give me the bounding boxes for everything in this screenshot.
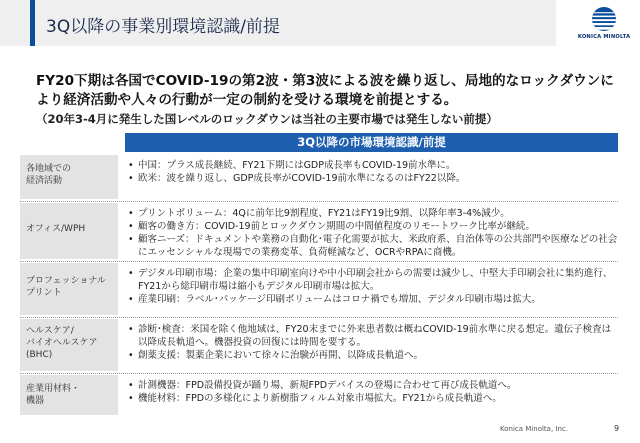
company-logo <box>572 6 636 46</box>
bullet-item: • デジタル印刷市場：企業の集中印刷室向けや中小印刷会社からの需要は減少し、中堅大手印刷会社に集約進行、FY21から総印刷市場は縮小もデジタル印刷市場は拡大。 <box>128 267 618 293</box>
row-bullets <box>128 159 618 185</box>
globe-icon <box>591 6 617 32</box>
row-label-line: ヘルスケア/ <box>26 326 74 336</box>
page-number: 9 <box>614 424 620 433</box>
row-label <box>20 375 118 415</box>
bullet-item: • 診断･検査：米国を除く他地域は、FY20末までに外来患者数は概ねCOVID-19前水準に戻る想定。遺伝子検査は以降成長軌道へ。機器投資の回復には時間を要する。 <box>128 323 618 349</box>
bullet-item: • 機能材料：FPDの多様化により新樹脂フィルム対象市場拡大。FY21から成長軌道へ。 <box>128 392 618 405</box>
row-label <box>20 319 118 371</box>
table-header: 3Q以降の市場環境認識/前提 <box>125 133 618 152</box>
footer-company: Konica Minolta, Inc. <box>500 425 568 433</box>
headline: FY20下期は各国でCOVID-19の第2波・第3波による波を繰り返し、局地的なロックダウンにより経済活動や人々の行動が一定の制約を受ける環境を前提とする。 <box>36 73 614 108</box>
table-row-economy <box>20 155 618 199</box>
row-label <box>20 203 118 259</box>
row-label-line: プロフェッショナル <box>26 276 106 286</box>
logo-wordmark: KONICA MINOLTA <box>577 34 631 40</box>
row-label-line: 機器 <box>26 396 45 406</box>
table-row-healthcare <box>20 319 618 371</box>
row-label-line: オフィス/WPH <box>26 224 86 234</box>
row-label-line: (BHC) <box>26 350 53 360</box>
row-bullets <box>128 323 618 362</box>
title-accent-bar <box>30 0 35 46</box>
row-label-line: 経済活動 <box>26 176 63 186</box>
bullet-item: • 計測機器：FPD設備投資が踊り場、新規FPDデバイスの登場に合わせて再び成長軌道へ。 <box>128 379 618 392</box>
row-label-line: バイオヘルスケア <box>26 338 98 348</box>
table-row-industrial <box>20 375 618 415</box>
bullet-item: • プリントボリューム：4Qに前年比9割程度、FY21はFY19比9割、以降年率3-4%減少。 <box>128 207 618 220</box>
row-label <box>20 263 118 315</box>
row-bullets <box>128 267 618 306</box>
row-divider <box>20 201 618 202</box>
bullet-item: • 中国：プラス成長継続、FY21下期にはGDP成長率もCOVID-19前水準に。 <box>128 159 618 172</box>
row-divider <box>20 317 618 318</box>
row-divider <box>20 261 618 262</box>
row-label-line: 産業用材料・ <box>26 384 81 394</box>
row-bullets <box>128 379 618 405</box>
slide-title: 3Q以降の事業別環境認識/前提 <box>46 17 280 37</box>
row-bullets <box>128 207 618 259</box>
bullet-item: • 顧客の働き方：COVID-19前とロックダウン期間の中間値程度のリモートワーク比率が継続。 <box>128 220 618 233</box>
row-divider <box>20 373 618 374</box>
subline: （20年3-4月に発生した国レベルのロックダウンは当社の主要市場では発生しない前提） <box>36 112 498 126</box>
bullet-item: • 顧客ニーズ：ドキュメントや業務の自動化･電子化需要が拡大、米政府系、自治体等の公共部門や医療などの社会にエッセンシャルな現場での業務変革、負荷軽減など、OCRやRPAに商機。 <box>128 233 618 259</box>
row-label-line: プリント <box>26 288 62 298</box>
table-row-office <box>20 203 618 259</box>
row-label-line: 各地域での <box>26 164 72 174</box>
table-row-professional-print <box>20 263 618 315</box>
bullet-item: • 産業印刷：ラベル･パッケージ印刷ボリュームはコロナ禍でも増加、デジタル印刷市場は拡大。 <box>128 293 618 306</box>
bullet-item: • 欧米：波を繰り返し、GDP成長率がCOVID-19前水準になるのはFY22以降。 <box>128 172 618 185</box>
bullet-item: • 創薬支援：製薬企業において徐々に治験が再開、以降成長軌道へ。 <box>128 349 618 362</box>
row-label <box>20 155 118 199</box>
